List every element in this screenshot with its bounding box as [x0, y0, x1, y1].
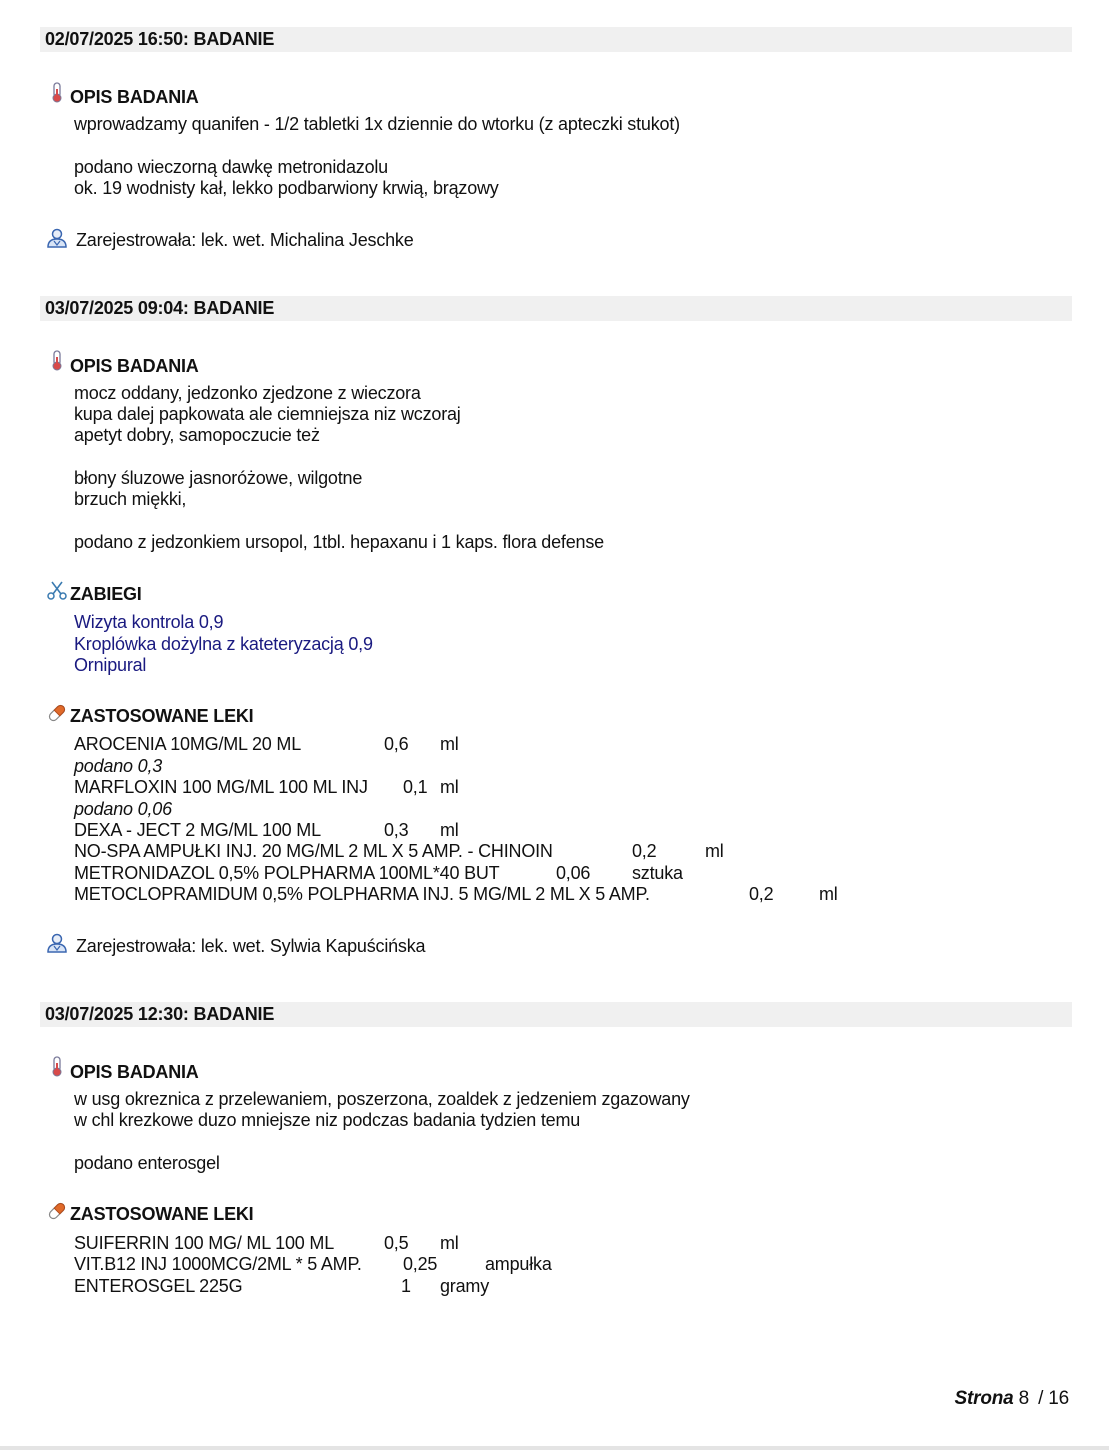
entry-header — [40, 296, 1072, 321]
section-title-opis: OPIS BADANIA — [70, 356, 199, 376]
med-name: METOCLOPRAMIDUM 0,5% POLPHARMA INJ. 5 MG/ML 2 ML X 5 AMP. — [74, 884, 650, 904]
med-qty: 0,3 — [384, 820, 409, 840]
thermometer-icon — [46, 1056, 68, 1078]
registered-by: Zarejestrowała: lek. wet. Sylwia Kapuścińska — [76, 936, 426, 956]
med-qty: 1 — [401, 1276, 411, 1296]
opis-line: apetyt dobry, samopoczucie też — [74, 425, 320, 445]
med-qty: 0,2 — [749, 884, 774, 904]
zabieg-item: Wizyta kontrola 0,9 — [74, 612, 224, 632]
med-qty: 0,1 — [403, 777, 428, 797]
registered-by: Zarejestrowała: lek. wet. Michalina Jeschke — [76, 230, 414, 250]
footer-label: Strona — [954, 1388, 1014, 1409]
med-name: DEXA - JECT 2 MG/ML 100 ML — [74, 820, 321, 840]
opis-line: wprowadzamy quanifen - 1/2 tabletki 1x dziennie do wtorku (z apteczki stukot) — [74, 114, 680, 134]
med-name: AROCENIA 10MG/ML 20 ML — [74, 734, 302, 754]
page-bottom-rule — [0, 1446, 1109, 1450]
med-name: VIT.B12 INJ 1000MCG/2ML * 5 AMP. — [74, 1254, 362, 1274]
scissors-icon — [46, 580, 68, 602]
med-unit: gramy — [440, 1276, 490, 1296]
opis-line: podano wieczorną dawkę metronidazolu — [74, 157, 388, 177]
opis-line: kupa dalej papkowata ale ciemniejsza niz wczoraj — [74, 404, 461, 424]
med-name: MARFLOXIN 100 MG/ML 100 ML INJ — [74, 777, 368, 797]
med-qty: 0,06 — [556, 863, 591, 883]
opis-line: brzuch miękki, — [74, 489, 187, 509]
med-note: podano 0,06 — [74, 799, 172, 819]
thermometer-icon — [46, 350, 68, 372]
entry-header — [40, 1002, 1072, 1027]
med-unit: ml — [819, 884, 838, 904]
med-name: NO-SPA AMPUŁKI INJ. 20 MG/ML 2 ML X 5 AMP. - CHINOIN — [74, 841, 553, 861]
footer-total: 16 — [1048, 1388, 1069, 1409]
med-unit: ml — [440, 820, 459, 840]
opis-line: mocz oddany, jedzonko zjedzone z wieczora — [74, 383, 421, 403]
doctor-icon — [46, 227, 68, 249]
med-unit: ml — [705, 841, 724, 861]
med-name: SUIFERRIN 100 MG/ ML 100 ML — [74, 1233, 335, 1253]
zabieg-item: Ornipural — [74, 655, 147, 675]
entry-header-text: 03/07/2025 09:04: BADANIE — [45, 298, 275, 318]
med-name: METRONIDAZOL 0,5% POLPHARMA 100ML*40 BUT — [74, 863, 500, 883]
footer-sep: / — [1038, 1388, 1044, 1409]
page-footer — [955, 1388, 1069, 1410]
med-unit: ml — [440, 777, 459, 797]
thermometer-icon — [46, 82, 68, 104]
med-qty: 0,25 — [403, 1254, 438, 1274]
med-unit: ml — [440, 1233, 459, 1253]
opis-line: błony śluzowe jasnoróżowe, wilgotne — [74, 468, 363, 488]
section-title-opis: OPIS BADANIA — [70, 1062, 199, 1082]
footer-page: 8 — [1018, 1388, 1029, 1409]
entry-header — [40, 27, 1072, 52]
section-title-leki: ZASTOSOWANE LEKI — [70, 1204, 254, 1224]
opis-line: podano enterosgel — [74, 1153, 220, 1173]
med-unit: ampułka — [485, 1254, 552, 1274]
entry-header-text: 02/07/2025 16:50: BADANIE — [45, 29, 275, 49]
pill-icon — [46, 702, 68, 724]
med-note: podano 0,3 — [74, 756, 163, 776]
med-qty: 0,6 — [384, 734, 409, 754]
section-title-zabiegi: ZABIEGI — [70, 584, 142, 604]
section-title-leki: ZASTOSOWANE LEKI — [70, 706, 254, 726]
entry-header-text: 03/07/2025 12:30: BADANIE — [45, 1004, 275, 1024]
med-qty: 0,5 — [384, 1233, 409, 1253]
pill-icon — [46, 1200, 68, 1222]
section-title-opis: OPIS BADANIA — [70, 87, 199, 107]
opis-line: w chl krezkowe duzo mniejsze niz podczas badania tydzien temu — [74, 1110, 581, 1130]
opis-line: podano z jedzonkiem ursopol, 1tbl. hepaxanu i 1 kaps. flora defense — [74, 532, 604, 552]
opis-line: w usg okreznica z przelewaniem, poszerzona, zoaldek z jedzeniem zgazowany — [74, 1089, 690, 1109]
opis-line: ok. 19 wodnisty kał, lekko podbarwiony krwią, brązowy — [74, 178, 499, 198]
med-qty: 0,2 — [632, 841, 657, 861]
med-name: ENTEROSGEL 225G — [74, 1276, 243, 1296]
med-unit: sztuka — [632, 863, 683, 883]
zabieg-item: Kroplówka dożylna z kateteryzacją 0,9 — [74, 634, 373, 654]
med-unit: ml — [440, 734, 459, 754]
doctor-icon — [46, 932, 68, 954]
